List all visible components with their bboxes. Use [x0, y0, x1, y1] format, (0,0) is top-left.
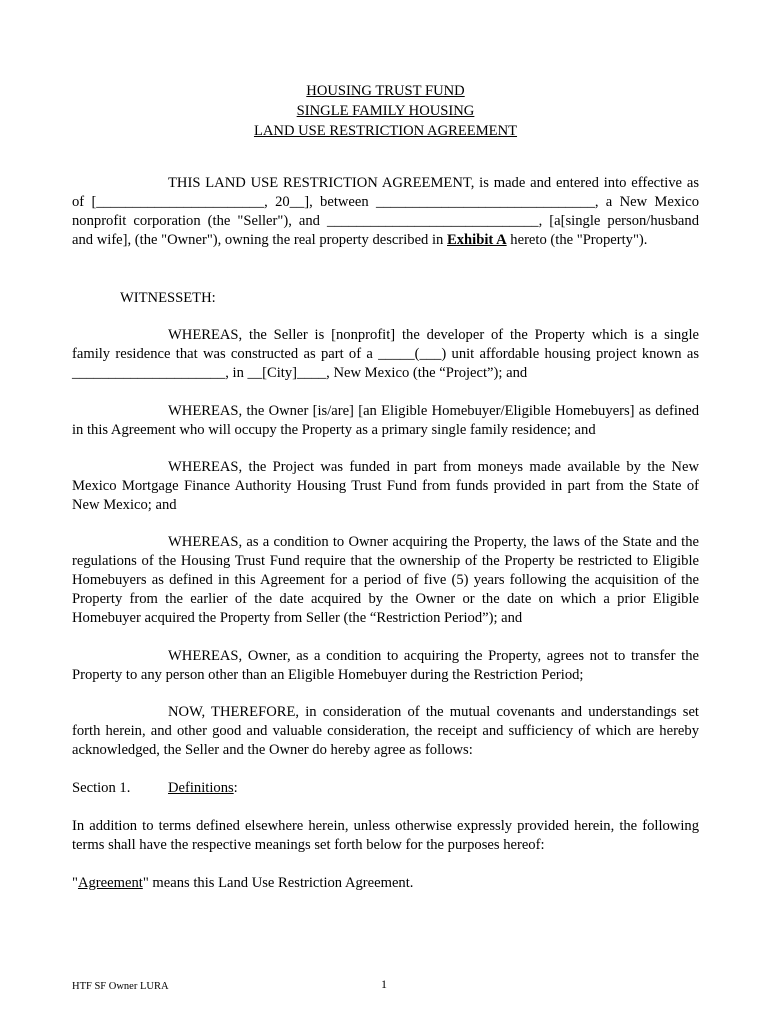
whereas-paragraph-5: WHEREAS, Owner, as a condition to acquiring the Property, agrees not to transfer the Property to any person other than an Eligible Homebuyer during the Restriction Period; — [72, 648, 699, 683]
exhibit-a-reference: Exhibit A — [447, 232, 507, 248]
title-line-1: HOUSING TRUST FUND — [306, 83, 465, 99]
whereas-paragraph-2: WHEREAS, the Owner [is/are] [an Eligible Homebuyer/Eligible Homebuyers] as defined in this Agreement who will occupy the Property as a primary single family residence; and — [72, 403, 699, 438]
title-line-2: SINGLE FAMILY HOUSING — [296, 103, 475, 119]
agreement-definition — [72, 874, 699, 893]
agreement-quote-open: " — [72, 875, 78, 891]
footer-document-id: HTF SF Owner LURA — [72, 981, 169, 992]
agreement-term: Agreement — [77, 875, 143, 891]
whereas-paragraph-4: WHEREAS, as a condition to Owner acquiring the Property, the laws of the State and the regulations of the Housing Trust Fund require that the ownership of the Property be restricted to Eligible Homebuyers as defined in this Agreement for a period of five (5) years following the acquisition of the Property from the earlier of the date acquired by the Owner or the date on which a prior Eligible Homebuyer acquired the Property from Seller (the “Restriction Period”); and — [72, 534, 699, 626]
section-name: Definitions — [168, 780, 234, 796]
title-line-3: LAND USE RESTRICTION AGREEMENT — [253, 123, 518, 139]
section-number: Section 1. — [72, 780, 131, 796]
now-therefore-paragraph: NOW, THEREFORE, in consideration of the mutual covenants and understandings set forth herein, and other good and valuable consideration, the receipt and sufficiency of which are hereby acknowledged, the Seller and the Owner do hereby agree as follows: — [72, 704, 699, 758]
document-page — [72, 0, 699, 1024]
section-name-wrap — [168, 779, 238, 798]
whereas-paragraph-1: WHEREAS, the Seller is [nonprofit] the developer of the Property which is a single family residence that was constructed as part of a _____(___) unit affordable housing project known as _____________________, in __[City]____, New Mexico (the “Project”); and — [72, 327, 699, 381]
witnesseth-heading: WITNESSETH: — [120, 290, 216, 306]
section-colon: : — [233, 780, 238, 796]
intro-text-before: THIS LAND USE RESTRICTION AGREEMENT, is made and entered into effective as of [_______________________, 20__], between ______________________________, a New Mexico nonprofit corporation (the "Seller"), and _____________________________, [a[single person/husband and wife], (the "Owner"), owning the real property described in — [72, 175, 699, 248]
intro-text-after: hereto (the "Property"). — [506, 232, 648, 248]
whereas-paragraph-3: WHEREAS, the Project was funded in part from moneys made available by the New Mexico Mortgage Finance Authority Housing Trust Fund from funds provided in part from the State of New Mexico; and — [72, 459, 699, 513]
definitions-intro-paragraph: In addition to terms defined elsewhere herein, unless otherwise expressly provided herein, the following terms shall have the respective meanings set forth below for the purposes hereof: — [72, 818, 699, 853]
footer-page-number: 1 — [381, 977, 387, 991]
intro-paragraph — [72, 174, 699, 250]
agreement-definition-text: " means this Land Use Restriction Agreement. — [142, 875, 414, 891]
document-title — [72, 81, 699, 141]
